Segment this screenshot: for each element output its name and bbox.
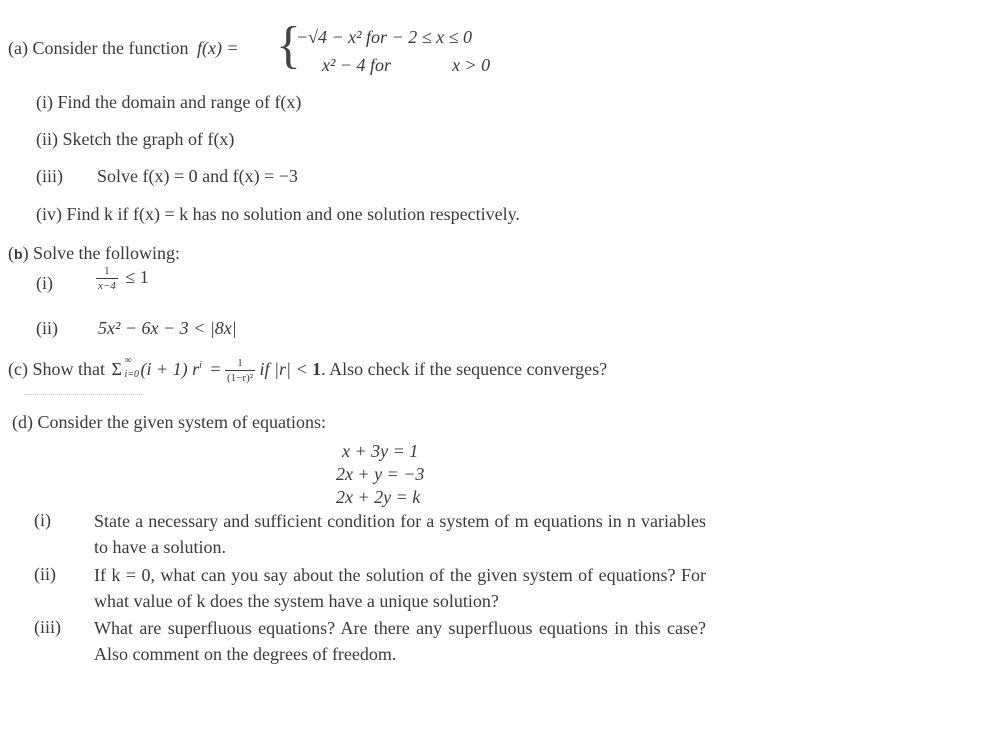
part-b-label [8, 243, 180, 264]
equation-2: 2x + y = −3 [336, 464, 425, 484]
part-d-item-iii-text: What are superfluous equations? Are there any superfluous equations in this case? Also comment on the degrees of freedom. [94, 618, 706, 664]
piecewise-case-1: −√4 − x² for − 2 ≤ x ≤ 0 [296, 27, 472, 47]
part-a-intro: (a) Consider the function [8, 38, 189, 58]
part-b-item-i-number: (i) [36, 273, 53, 293]
part-b-paren: ( [8, 243, 14, 263]
piecewise-case-2-cond: x > 0 [452, 55, 491, 75]
sum-lower-limit: i=0 [124, 369, 140, 381]
part-c-line [8, 355, 608, 384]
part-a-item-iii-number: (iii) [36, 166, 63, 186]
part-b-letter: b [14, 246, 23, 262]
piecewise-case-2-expr: x² − 4 for [322, 55, 392, 75]
convergence-condition: if |r| < [259, 359, 308, 380]
part-d-label: (d) Consider the given system of equations: [12, 412, 326, 432]
part-c-question: . Also check if the sequence converges? [321, 359, 608, 380]
part-d-item-i-text: State a necessary and sufficient condition for a system of m equations in n variables to have a solution. [94, 511, 706, 557]
condition-bound: 1 [312, 359, 322, 380]
fraction [96, 266, 118, 292]
piecewise-brace: { [276, 17, 301, 74]
fraction-denominator: x−4 [98, 280, 116, 292]
part-b-item-ii-text: 5x² − 6x − 3 < |8x| [98, 318, 237, 338]
equals-sign: = [210, 359, 221, 380]
part-a-item-iii-text: Solve f(x) = 0 and f(x) = −3 [97, 166, 298, 186]
part-d-item-ii-text: If k = 0, what can you say about the solution of the given system of equations? For what value of k does the system have a unique solution? [94, 565, 706, 611]
series-fraction [225, 358, 255, 384]
part-b-item-ii-number: (ii) [36, 318, 58, 338]
faint-rule [24, 394, 144, 395]
part-b-intro: ) Solve the following: [22, 243, 181, 263]
series-fraction-numerator: 1 [237, 357, 243, 369]
part-a-function-lhs: f(x) = [196, 38, 239, 58]
equation-3: 2x + 2y = k [336, 487, 421, 507]
part-a-label [8, 38, 239, 59]
part-c-intro: (c) Show that [8, 359, 105, 380]
part-d-item-i-number: (i) [34, 510, 51, 530]
part-a-item-iv: (iv) Find k if f(x) = k has no solution and one solution respectively. [36, 204, 520, 224]
part-d-item-ii-number: (ii) [34, 564, 56, 584]
sum-term: (i + 1) r [140, 359, 200, 380]
sum-upper-limit: ∞ [124, 355, 132, 367]
part-b-item-i-expr [96, 266, 149, 292]
part-a-item-i: (i) Find the domain and range of f(x) [36, 92, 302, 112]
part-a-item-ii: (ii) Sketch the graph of f(x) [36, 129, 235, 149]
sigma-symbol: Σ [111, 359, 122, 380]
sum-term-exponent: i [199, 360, 202, 372]
equation-1: x + 3y = 1 [342, 441, 419, 461]
series-fraction-denominator: (1−r)² [227, 372, 254, 384]
fraction-numerator: 1 [104, 265, 110, 277]
inequality-rhs: ≤ 1 [125, 267, 149, 288]
summation [111, 355, 140, 381]
part-d-item-iii-number: (iii) [34, 617, 61, 637]
